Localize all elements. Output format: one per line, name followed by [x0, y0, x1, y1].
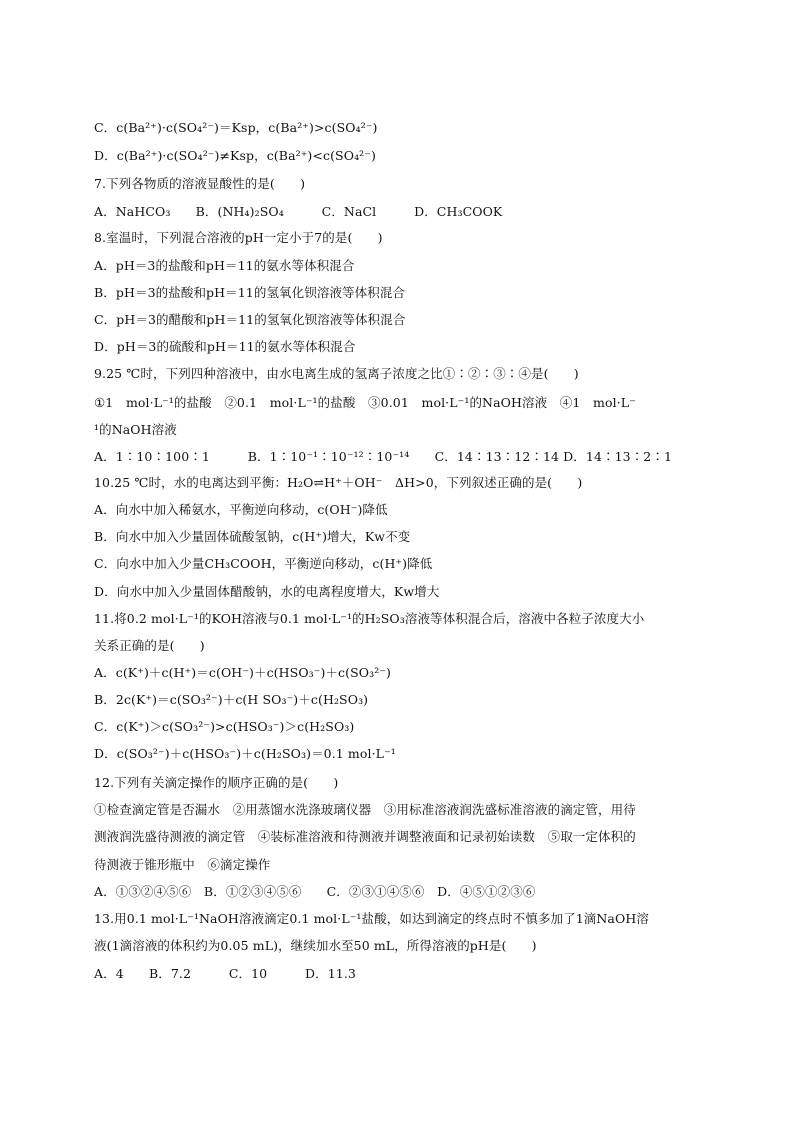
q13-stem-line1: 13.用0.1 mol·L⁻¹NaOH溶液滴定0.1 mol·L⁻¹盐酸，如达到滴定的终点时不慎多加了1滴NaOH溶	[94, 911, 649, 926]
q8-option-b: B．pH＝3的盐酸和pH＝11的氢氧化钡溶液等体积混合	[94, 285, 406, 300]
q10-stem: 10.25 ℃时，水的电离达到平衡：H₂O⇌H⁺＋OH⁻ ΔH>0，下列叙述正确的是( )	[94, 475, 583, 490]
q10-option-a: A．向水中加入稀氨水，平衡逆向移动，c(OH⁻)降低	[94, 502, 388, 517]
q13-options: A．4 B．7.2 C．10 D．11.3	[94, 966, 356, 981]
q12-steps-line1: ①检查滴定管是否漏水 ②用蒸馏水洗涤玻璃仪器 ③用标准溶液润洗盛标准溶液的滴定管，用待	[94, 802, 636, 817]
q8-option-a: A．pH＝3的盐酸和pH＝11的氨水等体积混合	[94, 258, 355, 273]
q12-stem: 12.下列有关滴定操作的顺序正确的是( )	[94, 775, 339, 790]
q11-stem-line2: 关系正确的是( )	[94, 638, 205, 653]
q12-steps-line3: 待测液于锥形瓶中 ⑥滴定操作	[94, 857, 271, 872]
q9-stem: 9.25 ℃时，下列四种溶液中，由水电离生成的氢离子浓度之比①∶②∶③∶④是( )	[94, 366, 579, 381]
q7-stem: 7.下列各物质的溶液显酸性的是( )	[94, 176, 306, 191]
q11-option-a: A．c(K⁺)＋c(H⁺)＝c(OH⁻)＋c(HSO₃⁻)＋c(SO₃²⁻)	[94, 665, 392, 680]
q11-option-b: B．2c(K⁺)＝c(SO₃²⁻)＋c(H SO₃⁻)＋c(H₂SO₃)	[94, 692, 369, 707]
q7-options: A．NaHCO₃ B．(NH₄)₂SO₄ C．NaCl D．CH₃COOK	[94, 204, 503, 219]
q11-option-d: D．c(SO₃²⁻)＋c(HSO₃⁻)＋c(H₂SO₃)＝0.1 mol·L⁻¹	[94, 746, 396, 761]
q6-option-d: D．c(Ba²⁺)·c(SO₄²⁻)≠Ksp，c(Ba²⁺)<c(SO₄²⁻)	[94, 148, 376, 163]
q12-options: A．①③②④⑤⑥ B．①②③④⑤⑥ C．②③①④⑤⑥ D．④⑤①②③⑥	[94, 884, 536, 899]
q11-stem-line1: 11.将0.2 mol·L⁻¹的KOH溶液与0.1 mol·L⁻¹的H₂SO₃溶液等体积混合后，溶液中各粒子浓度大小	[94, 611, 645, 626]
q9-solutions-line2: ¹的NaOH溶液	[94, 422, 177, 437]
q9-solutions-line1: ①1 mol·L⁻¹的盐酸 ②0.1 mol·L⁻¹的盐酸 ③0.01 mol·L⁻¹的NaOH溶液 ④1 mol·L⁻	[94, 395, 636, 410]
q12-steps-line2: 测液润洗盛待测液的滴定管 ④装标准溶液和待测液并调整液面和记录初始读数 ⑤取一定体积的	[94, 829, 636, 844]
q9-options: A．1∶10∶100∶1 B．1∶10⁻¹∶10⁻¹²∶10⁻¹⁴ C．14∶13∶12∶14 D．14∶13∶2∶1	[94, 449, 673, 464]
q8-stem: 8.室温时，下列混合溶液的pH一定小于7的是( )	[94, 230, 383, 245]
q10-option-c: C．向水中加入少量CH₃COOH，平衡逆向移动，c(H⁺)降低	[94, 556, 433, 571]
q13-stem-line2: 液(1滴溶液的体积约为0.05 mL)，继续加水至50 mL，所得溶液的pH是( )	[94, 938, 537, 953]
q6-option-c: C．c(Ba²⁺)·c(SO₄²⁻)＝Ksp，c(Ba²⁺)>c(SO₄²⁻)	[94, 120, 378, 135]
q10-option-d: D．向水中加入少量固体醋酸钠，水的电离程度增大，Kw增大	[94, 584, 440, 599]
q8-option-d: D．pH＝3的硫酸和pH＝11的氨水等体积混合	[94, 339, 356, 354]
q10-option-b: B．向水中加入少量固体硫酸氢钠，c(H⁺)增大，Kw不变	[94, 529, 411, 544]
q11-option-c: C．c(K⁺)＞c(SO₃²⁻)>c(HSO₃⁻)＞c(H₂SO₃)	[94, 719, 355, 734]
q8-option-c: C．pH＝3的醋酸和pH＝11的氢氧化钡溶液等体积混合	[94, 312, 406, 327]
